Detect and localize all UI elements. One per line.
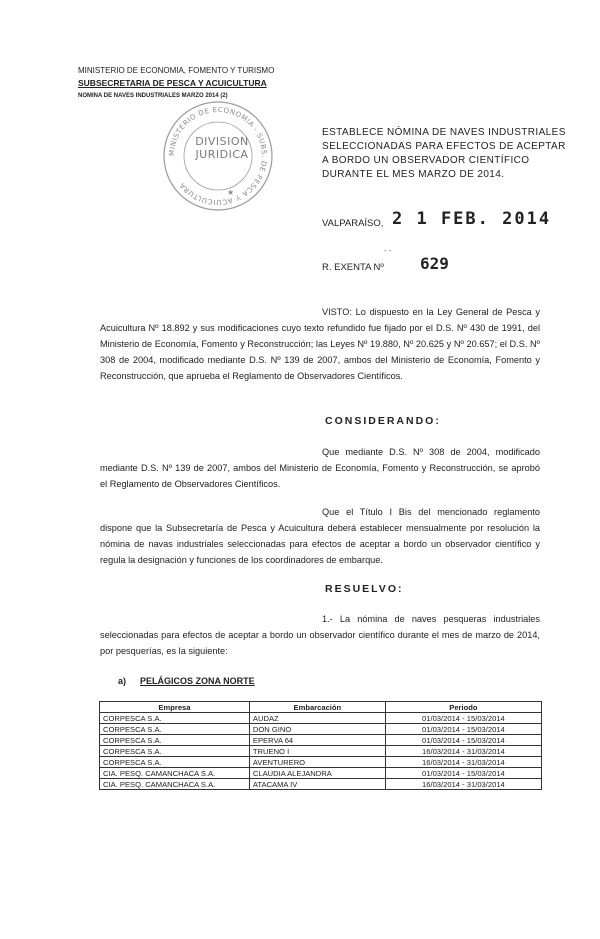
considerando-p2-body: dispone que la Subsecretaría de Pesca y Acuicultura deberá establecer mensualmente por resolución la nómina de navas industriales seleccionadas para efectos de aceptar a bordo un observador científico y regula la designación y funciones de los coordinadores de embarque. [100, 523, 540, 565]
visto-lead: VISTO: Lo dispuesto en la Ley General de Pesca [322, 307, 532, 317]
table-row [100, 746, 542, 757]
resuelvo-heading: RESUELVO: [325, 583, 404, 595]
cell-periodo: 01/03/2014 - 15/03/2014 [385, 713, 541, 724]
table-row [100, 724, 542, 735]
considerando-paragraph-1 [100, 444, 540, 492]
considerando-p1-body: mediante D.S. Nº 139 de 2007, ambos del Ministerio de Economía, Fomento y Reconstrucción, se aprobó el Reglamento de Observadores Científicos. [100, 463, 540, 489]
cell-embarcacion: TRUENO I [249, 746, 385, 757]
cell-periodo: 16/03/2014 - 31/03/2014 [385, 779, 541, 790]
stamp-line-division: DIVISION [195, 135, 249, 148]
table-row [100, 757, 542, 768]
resolution-tick: - - [384, 246, 392, 255]
stamp-ring-text: MINISTERIO DE ECONOMIA - SUBS. DE PESCA Y ACUICULTURA [167, 105, 269, 207]
section-a-heading [118, 676, 255, 686]
cell-embarcacion: AUDAZ [249, 713, 385, 724]
resolution-number: 629 [420, 254, 449, 273]
table-header-row [100, 702, 542, 713]
resuelvo-p1-lead: 1.- La nómina de naves pesqueras industriales [322, 614, 540, 624]
cell-empresa: CIA. PESQ. CAMANCHACA S.A. [100, 768, 250, 779]
cell-periodo: 16/03/2014 - 31/03/2014 [385, 757, 541, 768]
subsecretaria-header: SUBSECRETARIA DE PESCA Y ACUICULTURA [78, 78, 267, 88]
column-header-empresa: Empresa [100, 702, 250, 713]
stamp-star-icon: ★ [227, 188, 235, 197]
table-row [100, 768, 542, 779]
table-row [100, 713, 542, 724]
considerando-heading: CONSIDERANDO: [325, 415, 441, 427]
column-header-embarcacion: Embarcación [249, 702, 385, 713]
column-header-periodo: Periodo [385, 702, 541, 713]
naves-table [99, 701, 542, 790]
considerando-paragraph-2 [100, 504, 540, 568]
ministry-header: MINISTERIO DE ECONOMIA, FOMENTO Y TURISMO [78, 66, 275, 75]
cell-periodo: 16/03/2014 - 31/03/2014 [385, 746, 541, 757]
cell-embarcacion: DON GINO [249, 724, 385, 735]
considerando-p2-lead: Que el Título I Bis del mencionado reglamento [322, 507, 540, 517]
cell-empresa: CORPESCA S.A. [100, 735, 250, 746]
section-a-title: PELÁGICOS ZONA NORTE [140, 676, 255, 686]
resuelvo-p1-body: seleccionadas para efectos de aceptar a bordo un observador científico durante el mes de marzo de 2014, por pesquerías, es la siguiente: [100, 630, 540, 656]
cell-periodo: 01/03/2014 - 15/03/2014 [385, 768, 541, 779]
nomina-header: NOMINA DE NAVES INDUSTRIALES MARZO 2014 (2) [78, 93, 228, 99]
document-title: ESTABLECE NÓMINA DE NAVES INDUSTRIALES SELECCIONADAS PARA EFECTOS DE ACEPTAR A BORDO UN OBSERVADOR CIENTÍFICO DURANTE EL MES MARZO DE 2014. [322, 127, 566, 180]
cell-empresa: CIA. PESQ. CAMANCHACA S.A. [100, 779, 250, 790]
table-row [100, 779, 542, 790]
date-stamp: 2 1 FEB. 2014 [392, 209, 552, 229]
visto-paragraph [100, 304, 540, 384]
stamp-line-juridica: JURIDICA [195, 148, 249, 161]
cell-empresa: CORPESCA S.A. [100, 757, 250, 768]
cell-periodo: 01/03/2014 - 15/03/2014 [385, 735, 541, 746]
cell-embarcacion: ATACAMA IV [249, 779, 385, 790]
cell-embarcacion: EPERVA 64 [249, 735, 385, 746]
cell-embarcacion: CLAUDIA ALEJANDRA [249, 768, 385, 779]
cell-embarcacion: AVENTURERO [249, 757, 385, 768]
table-row [100, 735, 542, 746]
cell-periodo: 01/03/2014 - 15/03/2014 [385, 724, 541, 735]
visto-body: y Acuicultura Nº 18.892 y sus modificaciones cuyo texto refundido fue fijado por el D.S. Nº 430 de 1991, del Ministerio de Economía, Fomento y Reconstrucción; las Leyes Nº 19.880, Nº 20.625 y Nº 20.657; el D.S. Nº 308 de 2004, modificado mediante D.S. Nº 139 de 2007, ambos del Ministerio de Economía, Fomento y Reconstrucción, que aprueba el Reglamento de Observadores Científicos. [100, 307, 540, 381]
cell-empresa: CORPESCA S.A. [100, 746, 250, 757]
section-a-letter: a) [118, 676, 127, 686]
resolution-label: R. EXENTA Nº [322, 262, 384, 273]
place-label: VALPARAÍSO, [322, 218, 384, 229]
resuelvo-paragraph-1 [100, 611, 540, 659]
stamp-center [192, 135, 252, 161]
considerando-p1-lead: Que mediante D.S. Nº 308 de 2004, modificado [322, 447, 540, 457]
cell-empresa: CORPESCA S.A. [100, 713, 250, 724]
cell-empresa: CORPESCA S.A. [100, 724, 250, 735]
